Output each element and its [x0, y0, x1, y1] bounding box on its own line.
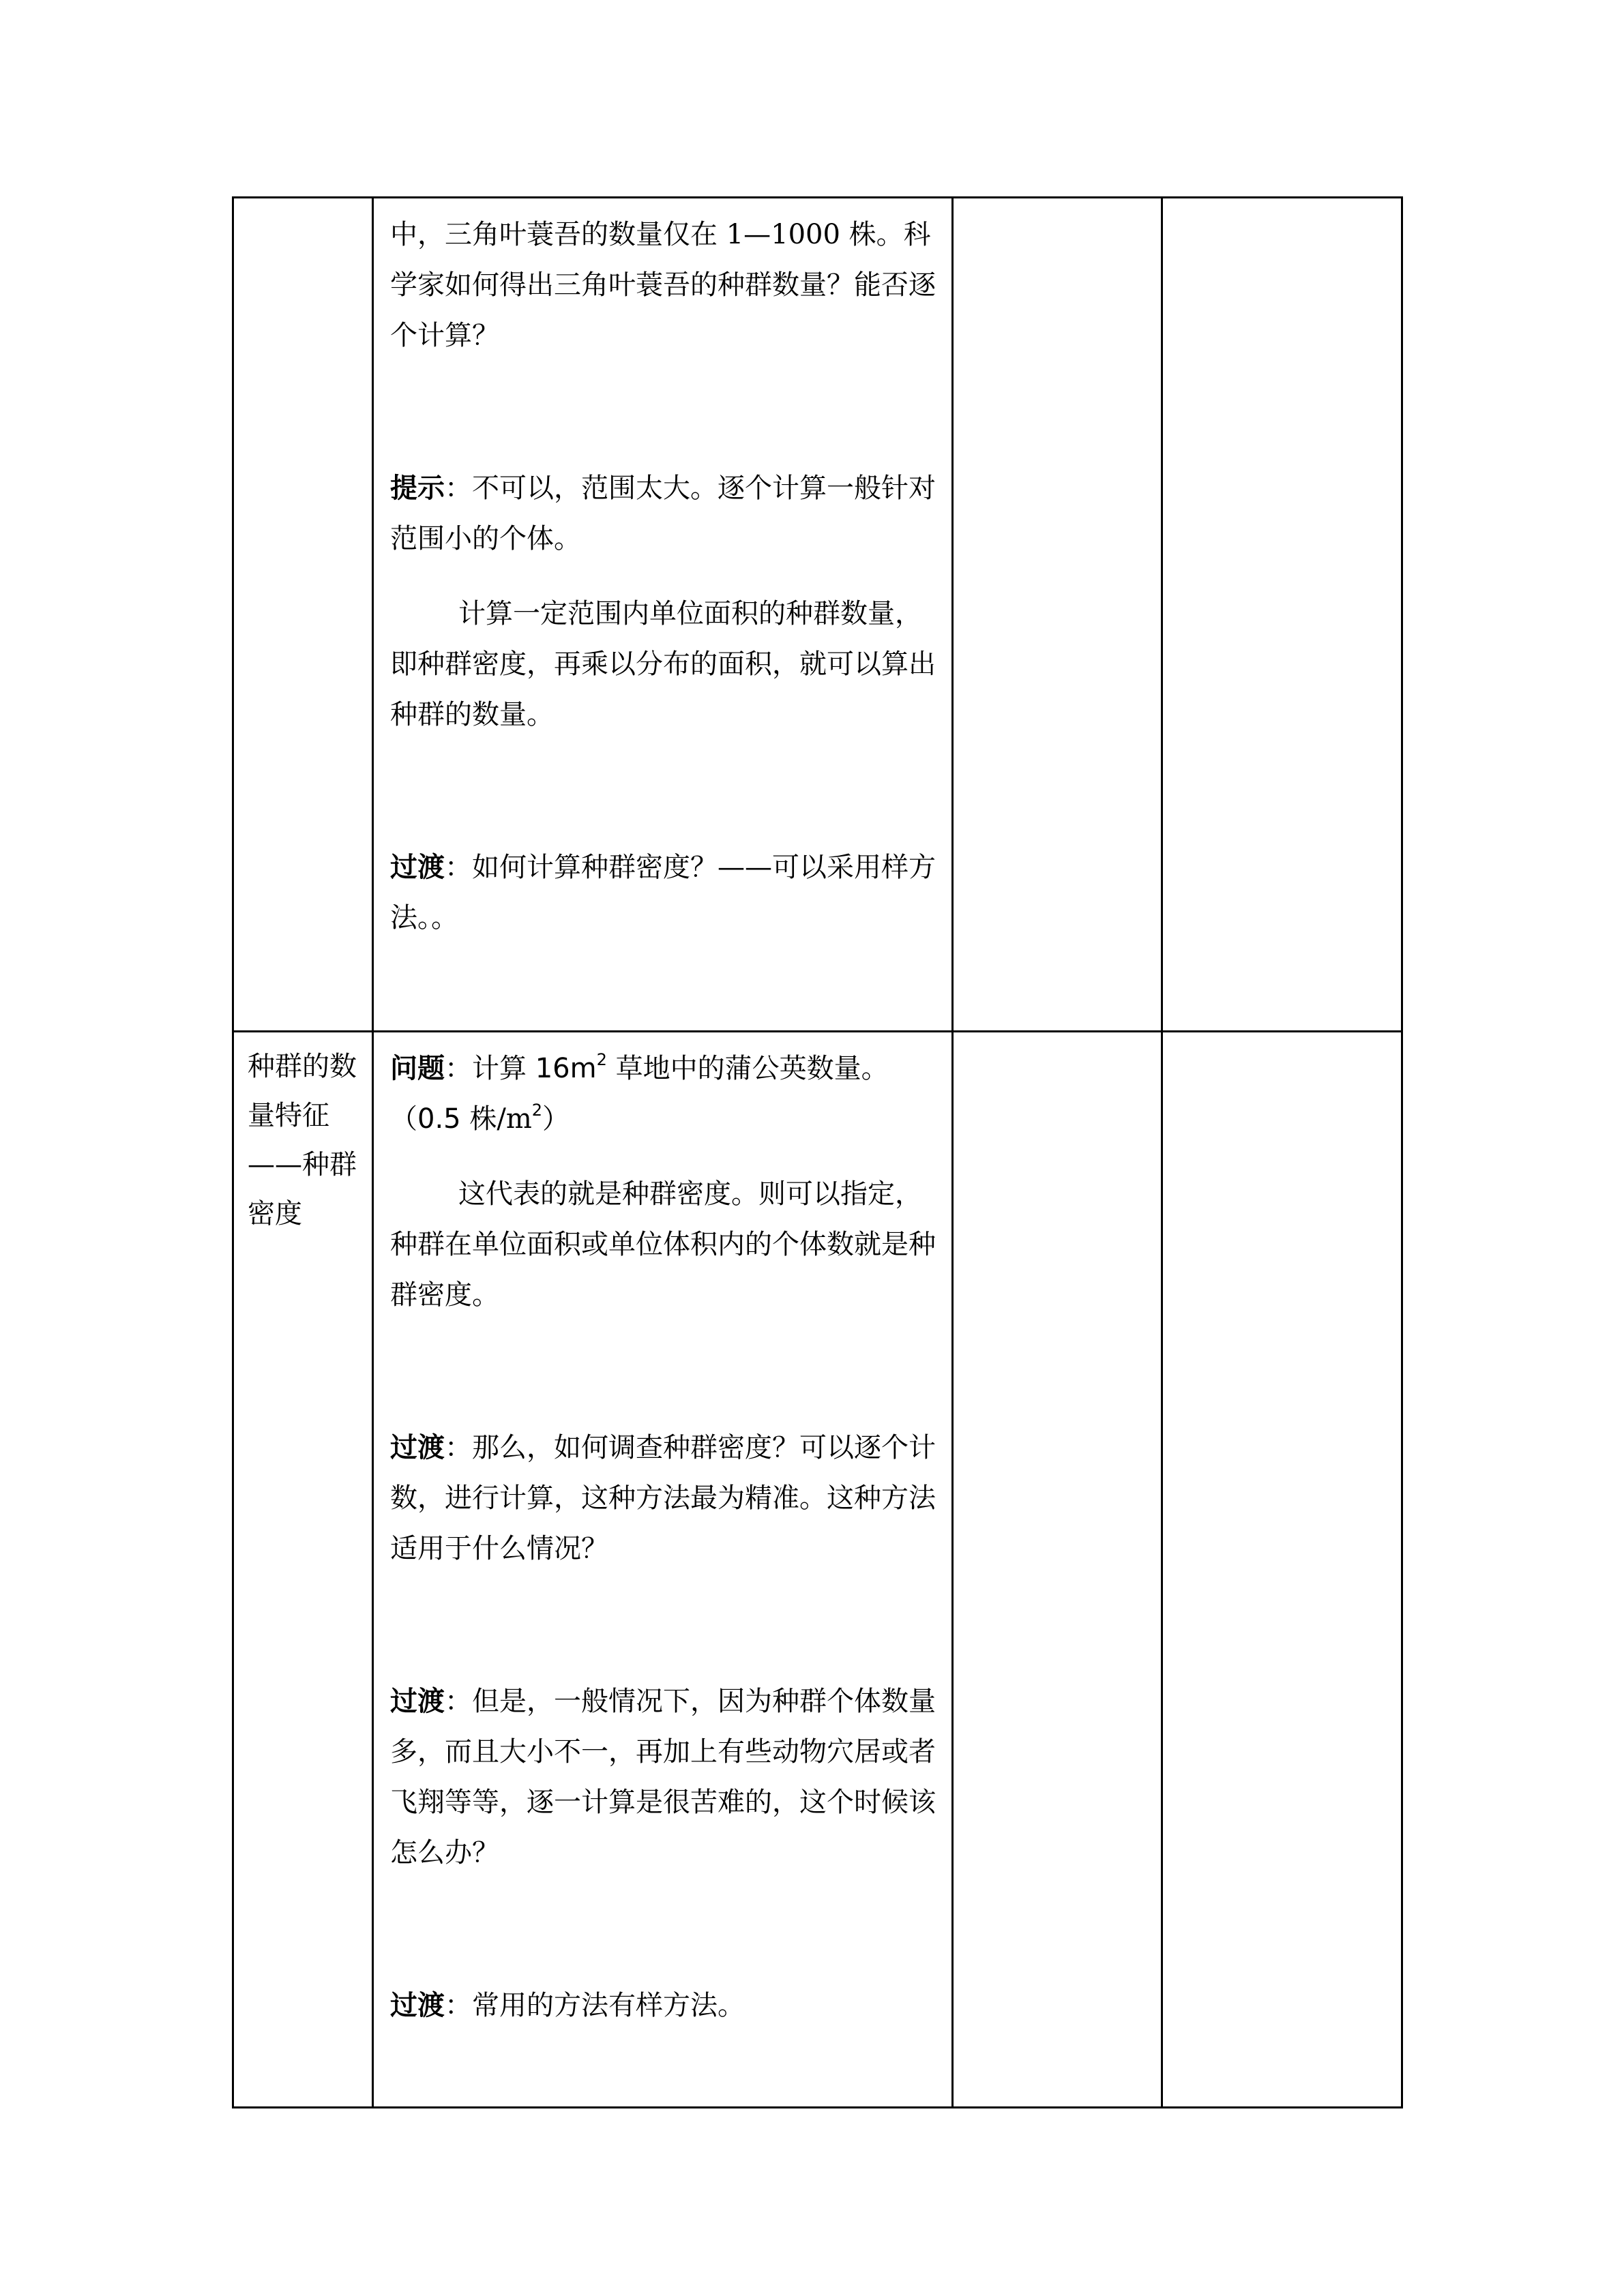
hint-label: 提示 — [390, 472, 445, 504]
transition-label: 过渡 — [390, 1989, 445, 2021]
paragraph: 计算一定范围内单位面积的种群数量，即种群密度，再乘以分布的面积，就可以算出种群的数量。 — [390, 598, 936, 730]
question-paragraph: 问题：计算 $16m^2$ 草地中的蒲公英数量。 （0.5 株$/m^2$） — [390, 1049, 889, 1135]
content-cell — [373, 1032, 953, 2108]
paragraph: 这代表的就是种群密度。则可以指定，种群在单位面积或单位体积内的个体数就是种群密度。 — [390, 1178, 936, 1311]
empty-cell — [953, 1032, 1162, 2108]
transition-label: 过渡 — [390, 1685, 445, 1717]
question-label: 问题 — [390, 1052, 445, 1084]
table-row — [233, 1032, 1402, 2108]
content-cell — [373, 198, 953, 1032]
paragraph: 过渡：如何计算种群密度？——可以采用样方法。。 — [390, 851, 936, 934]
transition-label: 过渡 — [390, 851, 445, 883]
transition-label: 过渡 — [390, 1431, 445, 1463]
paragraph: 过渡：常用的方法有样方法。 — [390, 1989, 745, 2021]
paragraph: 中，三角叶蓑吾的数量仅在 1—1000 株。科学家如何得出三角叶蓑吾的种群数量？能否逐个计算？ — [390, 219, 936, 351]
paragraph: 提示：不可以，范围太大。逐个计算一般针对范围小的个体。 — [390, 472, 936, 554]
lesson-plan-table — [232, 196, 1403, 2108]
section-cell — [233, 1032, 373, 2108]
empty-cell — [953, 198, 1162, 1032]
section-label: 种群的数量特征——种群密度 — [248, 1051, 357, 1229]
table-row — [233, 198, 1402, 1032]
paragraph: 过渡：那么，如何调查种群密度？可以逐个计数，进行计算，这种方法最为精准。这种方法适用于什么情况？ — [390, 1431, 936, 1564]
paragraph: 过渡：但是，一般情况下，因为种群个体数量多，而且大小不一，再加上有些动物穴居或者飞翔等等，逐一计算是很苦难的，这个时候该怎么办？ — [390, 1685, 936, 1868]
section-cell — [233, 198, 373, 1032]
empty-cell — [1162, 1032, 1402, 2108]
empty-cell — [1162, 198, 1402, 1032]
